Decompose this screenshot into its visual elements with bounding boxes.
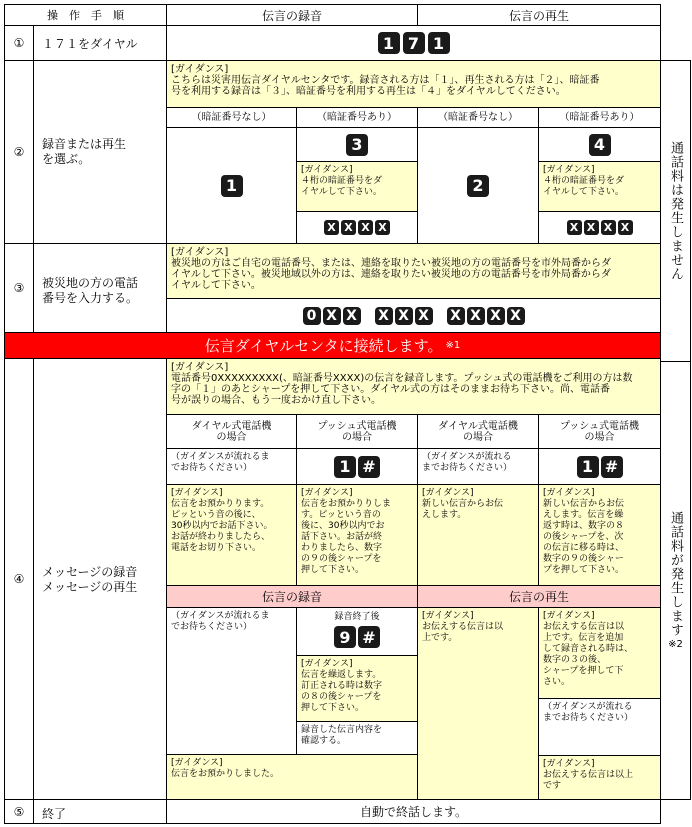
key-x: X <box>447 307 465 325</box>
connect-banner <box>4 332 661 359</box>
key-x: X <box>601 220 616 235</box>
key-7: 7 <box>403 32 425 54</box>
key-1: 1 <box>378 32 400 54</box>
row2-pin-guidance-play: [ガイダンス] ４桁の暗証番号をダ イヤルして下さい。 <box>538 161 661 212</box>
key-x: X <box>341 220 356 235</box>
row4-number: ④ <box>4 358 34 800</box>
key-x: X <box>487 307 505 325</box>
wait-dial-play: （ガイダンスが流れる までお待ちください） <box>417 448 539 485</box>
header-steps: 操 作 手 順 <box>4 4 167 26</box>
col-push-play: プッシュ式電話機 の場合 <box>538 414 661 449</box>
key-x: X <box>324 220 339 235</box>
row3-keys <box>166 298 661 333</box>
key-x: X <box>467 307 485 325</box>
record-end-cell <box>296 607 418 656</box>
row1-number: ① <box>4 25 34 61</box>
key-x: X <box>567 220 582 235</box>
wait-play-sub: （ガイダンスが流れる までお待ちください） <box>538 698 661 756</box>
guidance-dial-record: [ガイダンス] 伝言をお預かりります。 ピッという音の後に、 30秒以内でお話下さい。 お話が終わりましたら、 電話をお切り下さい。 <box>166 484 297 586</box>
row3-guidance: [ガイダンス] 被災地の方はご自宅の電話番号、または、連絡を取りたい被災地の方の電話番号を市外局番からダ イヤルして下さい。被災地域以外の方は、連絡を取りたい被災地の方の電話番号を市外局番からダ イヤルして下さい。 <box>166 243 661 299</box>
row2-pin-keys-play <box>538 211 661 244</box>
connect-text: 伝言ダイヤルセンタに接続します。 <box>204 337 443 355</box>
guidance-push-record: [ガイダンス] 伝言をお預かりりしま す。ピッという音の 後に、30秒以内でお 話下さい。お話が終 わりましたら、数字 の９の後シャープを 押して下さい。 <box>296 484 418 586</box>
key-hash: # <box>358 626 380 648</box>
col-no-pin-play: （暗証番号なし） <box>417 107 539 128</box>
push-record-keys <box>296 448 418 485</box>
guidance-play-end-push: [ガイダンス] お伝えする伝言は以 上です。伝言を追加 して録音される時は、 数字の３の後、 シャープを押して下 さい。 <box>538 607 661 699</box>
side-charged-text: 通話料が発生します <box>668 511 683 637</box>
key-3: 3 <box>346 134 368 156</box>
row5-label: 終了 <box>33 799 167 824</box>
side-free-text: 通話料は発生しません <box>668 141 683 281</box>
guidance-repeat: [ガイダンス] 伝言を繰返します。 訂正される時は数字 の８の後シャープを 押して下さい。 <box>296 655 418 722</box>
row2-pin-guidance-record: [ガイダンス] ４桁の暗証番号をダ イヤルして下さい。 <box>296 161 418 212</box>
subheader-record: 伝言の録音 <box>166 585 418 608</box>
guidance-stored: [ガイダンス] 伝言をお預かりしました。 <box>166 754 418 800</box>
col-pin-record: （暗証番号あり） <box>296 107 418 128</box>
key-2: 2 <box>467 175 489 197</box>
row3-label: 被災地の方の電話 番号を入力する。 <box>33 243 167 333</box>
key-x: X <box>358 220 373 235</box>
row1-keys <box>166 25 661 61</box>
header-play: 伝言の再生 <box>417 4 661 26</box>
header-record: 伝言の録音 <box>166 4 418 26</box>
col-pin-play: （暗証番号あり） <box>538 107 661 128</box>
wait-record-sub: （ガイダンスが流れるま でお待ちください） <box>166 607 297 755</box>
key-x: X <box>584 220 599 235</box>
row2-number: ② <box>4 60 34 244</box>
row2-pin-keys-record <box>296 211 418 244</box>
key-x: X <box>375 220 390 235</box>
key-1: 1 <box>221 175 243 197</box>
row2-key2-cell <box>417 127 539 244</box>
key-9: 9 <box>334 626 356 648</box>
row4-label: メッセージの録音 メッセージの再生 <box>33 358 167 800</box>
key-x: X <box>415 307 433 325</box>
row2-guidance: [ガイダンス] こちらは災害用伝言ダイヤルセンタです。録音される方は「１」、再生される方は「２」、暗証番 号を利用する録音は「３」、暗証番号を利用する再生は「４」をダイヤルしてください。 <box>166 60 661 108</box>
row2-key3-cell <box>296 127 418 162</box>
side-charged-marker: ※2 <box>668 639 683 650</box>
key-x: X <box>375 307 393 325</box>
key-x: X <box>395 307 413 325</box>
key-0: 0 <box>303 307 321 325</box>
push-play-keys <box>538 448 661 485</box>
side-free-note <box>660 60 691 362</box>
connect-note: ※1 <box>445 340 461 351</box>
row3-number: ③ <box>4 243 34 333</box>
row4-guidance: [ガイダンス] 電話番号0XXXXXXXXX(、暗証番号XXXX)の伝言を録音します。プッシュ式の電話機をご利用の方は数 字の「１」のあとシャープを押して下さい。ダイヤル式の方はそのままお待ち下さい。尚、電話番 号が誤りの場合、もう一度おかけ直し下さい。 <box>166 358 661 415</box>
col-dial-play: ダイヤル式電話機 の場合 <box>417 414 539 449</box>
col-no-pin-record: （暗証番号なし） <box>166 107 297 128</box>
row5-text: 自動で終話します。 <box>166 799 661 824</box>
row5-number: ⑤ <box>4 799 34 824</box>
key-x: X <box>507 307 525 325</box>
guidance-play-final: [ガイダンス] お伝えする伝言は以上 です <box>538 755 661 800</box>
subheader-play: 伝言の再生 <box>417 585 661 608</box>
key-x: X <box>323 307 341 325</box>
guidance-play-end-dial: [ガイダンス] お伝えする伝言は以 上です。 <box>417 607 539 800</box>
col-dial-record: ダイヤル式電話機 の場合 <box>166 414 297 449</box>
key-hash: # <box>601 456 623 478</box>
row2-key4-cell <box>538 127 661 162</box>
key-1: 1 <box>334 456 356 478</box>
record-end-label: 録音終了後 <box>334 612 380 622</box>
confirm-note: 録音した伝言内容を 確認する。 <box>296 721 418 755</box>
guidance-dial-play: [ガイダンス] 新しい伝言からお伝 えします。 <box>417 484 539 586</box>
key-1: 1 <box>428 32 450 54</box>
row2-label: 録音または再生 を選ぶ。 <box>33 60 167 244</box>
guidance-push-play: [ガイダンス] 新しい伝言からお伝 えします。伝言を繰 返す時は、数字の８ の後シャープを、次 の伝言に移る時は、 数字の９の後シャー プを押して下さい。 <box>538 484 661 586</box>
key-x: X <box>618 220 633 235</box>
col-push-record: プッシュ式電話機 の場合 <box>296 414 418 449</box>
side-charged-note <box>660 361 691 800</box>
key-1: 1 <box>577 456 599 478</box>
key-4: 4 <box>589 134 611 156</box>
row2-key1-cell <box>166 127 297 244</box>
key-x: X <box>343 307 361 325</box>
wait-dial-record: （ガイダンスが流れるま でお待ちください） <box>166 448 297 485</box>
row1-label: １７１をダイヤル <box>33 25 167 61</box>
key-hash: # <box>358 456 380 478</box>
